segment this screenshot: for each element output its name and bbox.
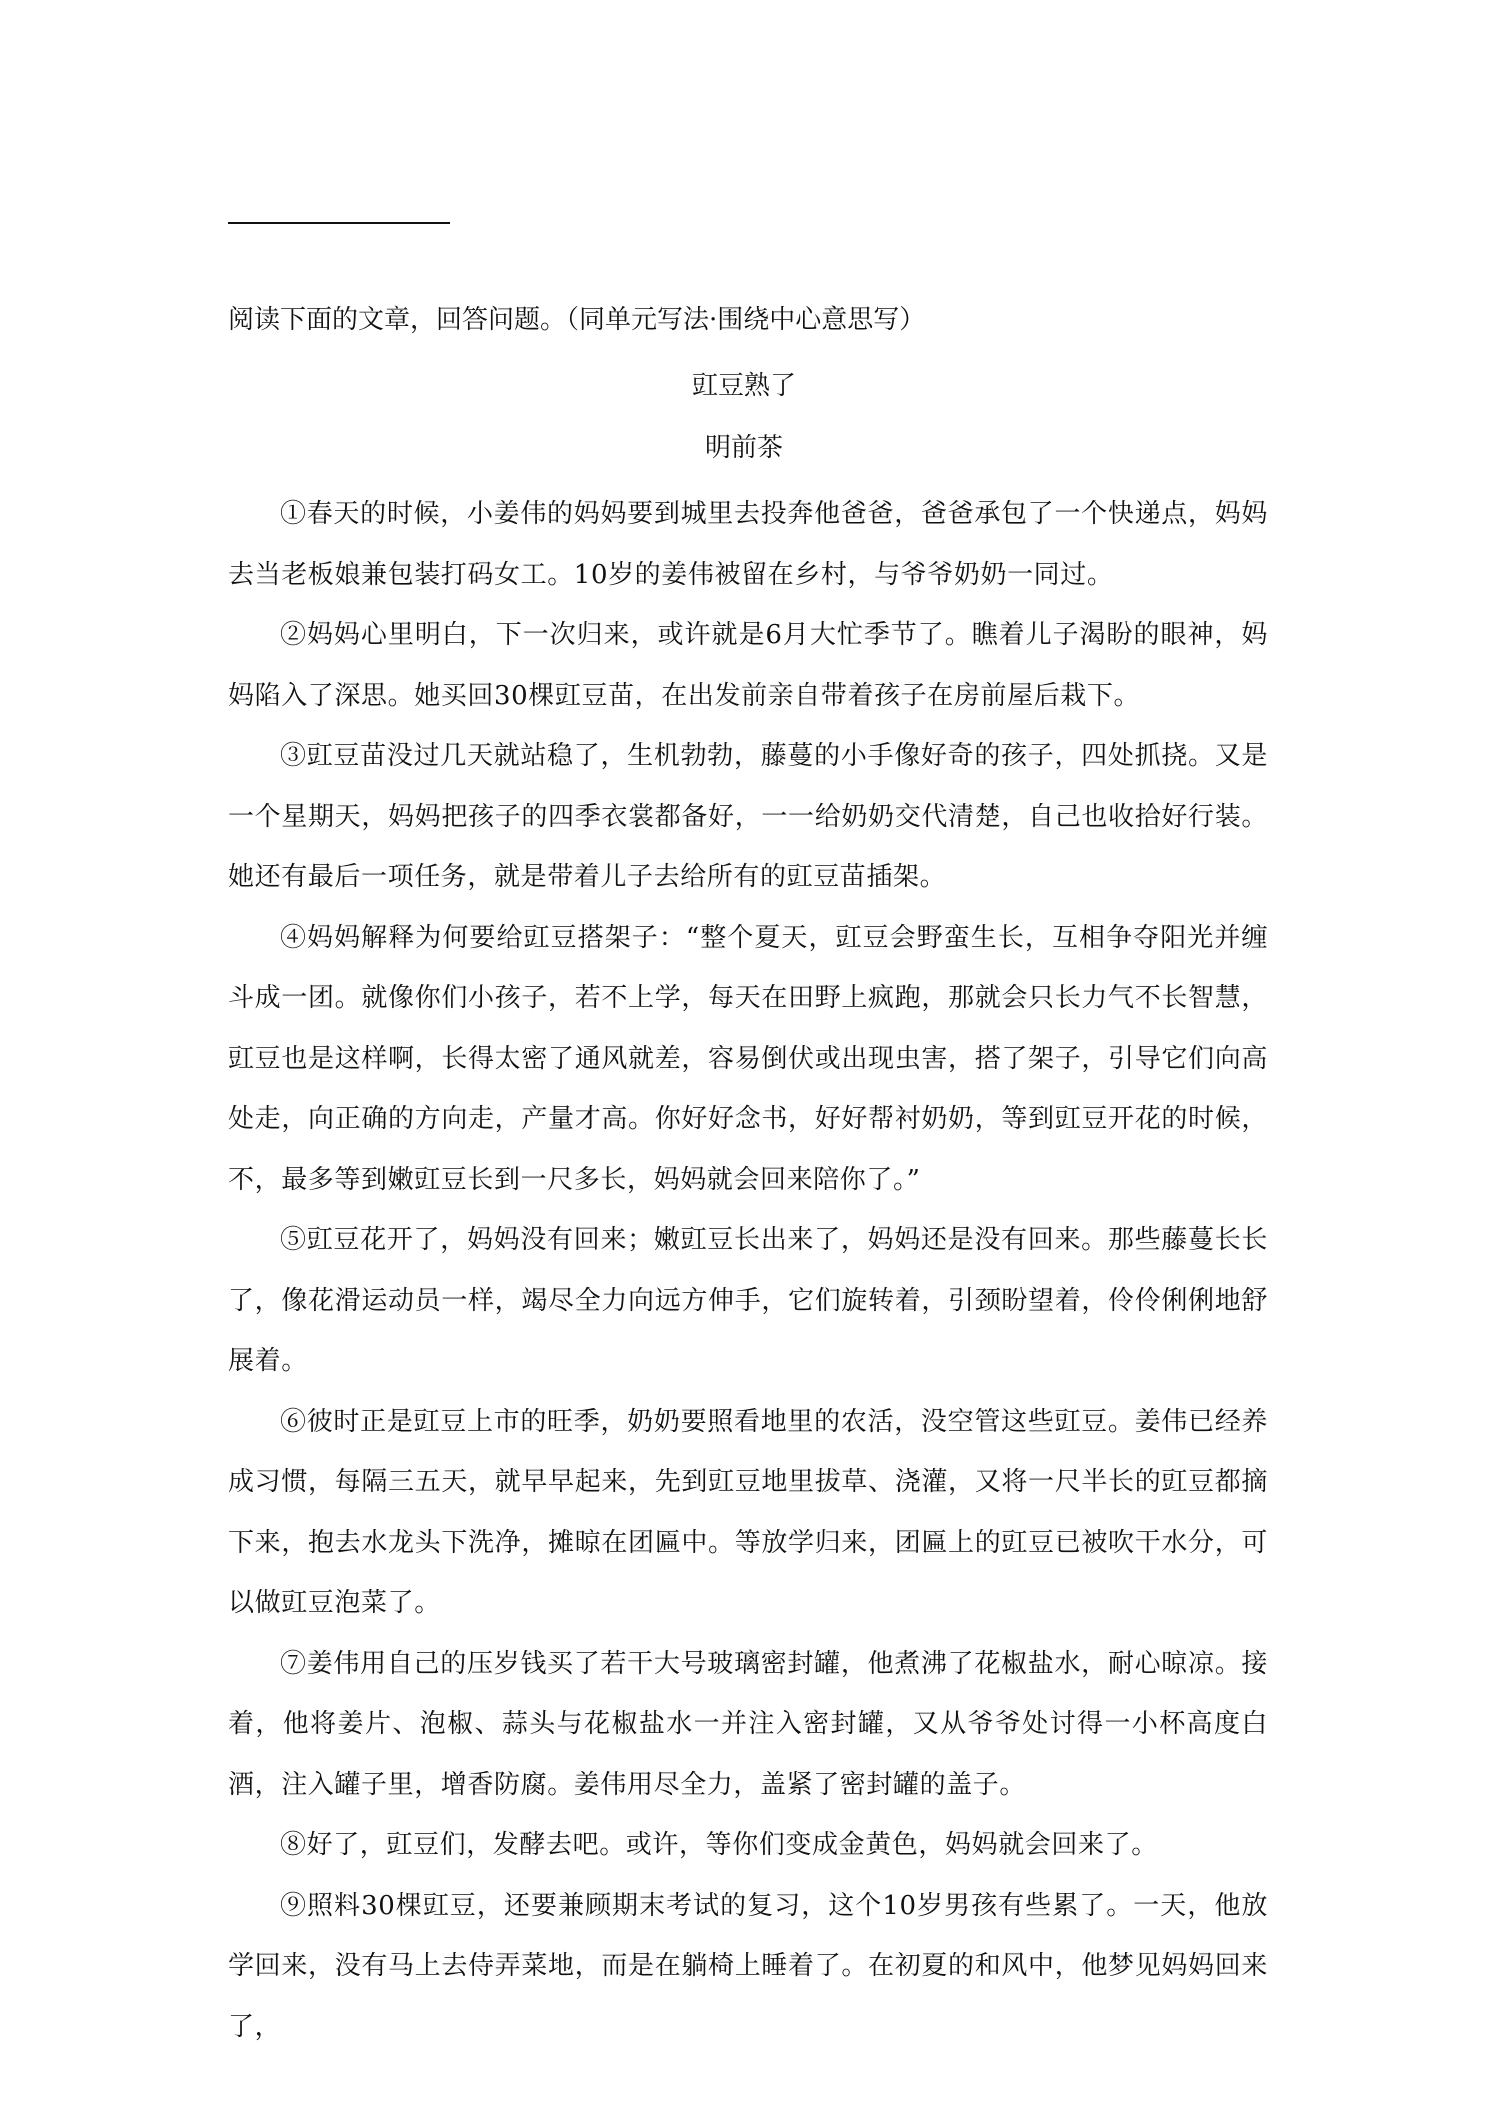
question-instruction: 阅读下面的文章，回答问题。（同单元写法·围绕中心意思写）: [228, 305, 926, 335]
paragraph-1: ①春天的时候，小姜伟的妈妈要到城里去投奔他爸爸，爸爸承包了一个快递点，妈妈去当老板娘兼包装打码女工。10岁的姜伟被留在乡村，与爷爷奶奶一同过。: [228, 499, 1268, 590]
paragraph-5: ⑤豇豆花开了，妈妈没有回来；嫩豇豆长出来了，妈妈还是没有回来。那些藤蔓长长了，像花滑运动员一样，竭尽全力向远方伸手，它们旋转着，引颈盼望着，伶伶俐俐地舒展着。: [228, 1225, 1268, 1376]
paragraph-8: ⑧好了，豇豆们，发酵去吧。或许，等你们变成金黄色，妈妈就会回来了。: [280, 1830, 1158, 1860]
header-rule: [228, 222, 450, 224]
article-body: [228, 484, 1268, 2057]
article-author: 明前茶: [704, 433, 783, 463]
paragraph-3: ③豇豆苗没过几天就站稳了，生机勃勃，藤蔓的小手像好奇的孩子，四处抓挠。又是一个星期天，妈妈把孩子的四季衣裳都备好，一一给奶奶交代清楚，自己也收拾好行装。她还有最后一项任务，就是带着儿子去给所有的豇豆苗插架。: [228, 741, 1268, 892]
paragraph-7: ⑦姜伟用自己的压岁钱买了若干大号玻璃密封罐，他煮沸了花椒盐水，耐心晾凉。接着，他将姜片、泡椒、蒜头与花椒盐水一并注入密封罐，又从爷爷处讨得一小杯高度白酒，注入罐子里，增香防腐。姜伟用尽全力，盖紧了密封罐的盖子。: [228, 1648, 1268, 1800]
paragraph-6: ⑥彼时正是豇豆上市的旺季，奶奶要照看地里的农活，没空管这些豇豆。姜伟已经养成习惯，每隔三五天，就早早起来，先到豇豆地里拔草、浇灌，又将一尺半长的豇豆都摘下来，抱去水龙头下洗净，摊晾在团匾中。等放学归来，团匾上的豇豆已被吹干水分，可以做豇豆泡菜了。: [228, 1406, 1268, 1618]
article-title: 豇豆熟了: [691, 371, 796, 401]
paragraph-2: ②妈妈心里明白，下一次归来，或许就是6月大忙季节了。瞧着儿子渴盼的眼神，妈妈陷入了深思。她买回30棵豇豆苗，在出发前亲自带着孩子在房前屋后栽下。: [228, 620, 1268, 711]
paragraph-4: ④妈妈解释为何要给豇豆搭架子：“整个夏天，豇豆会野蛮生长，互相争夺阳光并缠斗成一团。就像你们小孩子，若不上学，每天在田野上疯跑，那就会只长力气不长智慧，豇豆也是这样啊，长得太密了通风就差，容易倒伏或出现虫害，搭了架子，引导它们向高处走，向正确的方向走，产量才高。你好好念书，好好帮衬奶奶，等到豇豆开花的时候，不，最多等到嫩豇豆长到一尺多长，妈妈就会回来陪你了。”: [228, 922, 1268, 1195]
paragraph-9: ⑨照料30棵豇豆，还要兼顾期末考试的复习，这个10岁男孩有些累了。一天，他放学回来，没有马上去侍弄菜地，而是在躺椅上睡着了。在初夏的和风中，他梦见妈妈回来了，: [228, 1890, 1268, 2042]
